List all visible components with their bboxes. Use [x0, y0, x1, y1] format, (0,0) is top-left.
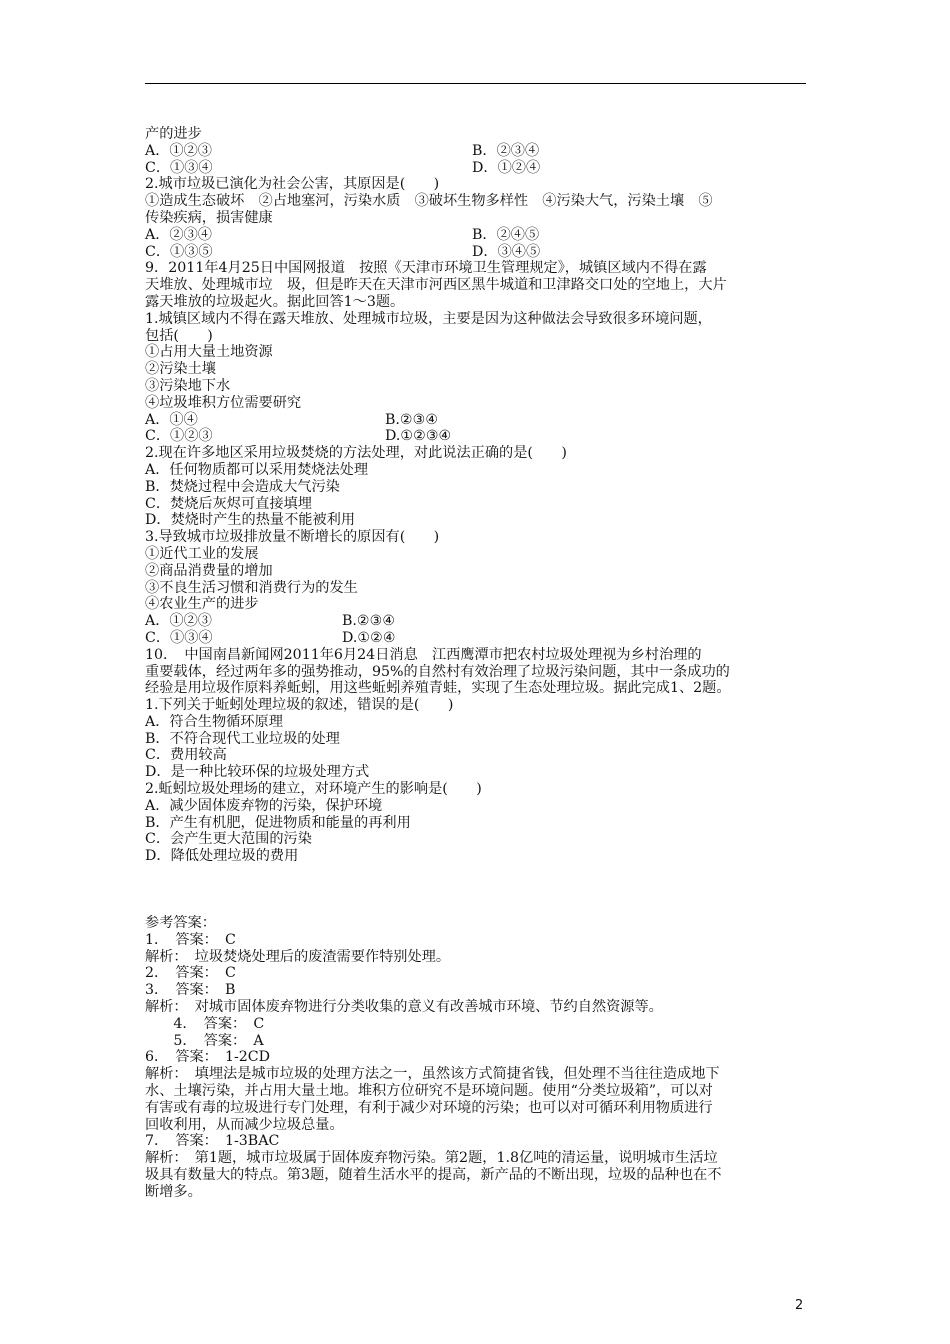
answer-line: 3． 答案： B: [145, 982, 236, 999]
option-row: [145, 412, 813, 429]
question-9-stem: 9．2011年4月25日中国网报道 按照《天津市环境卫生管理规定》，城镇区域内不得在露: [145, 260, 707, 277]
text-line: A．减少固体废弃物的污染，保护环境: [145, 797, 383, 814]
section-gap: [145, 865, 813, 915]
text-line: 传染疾病，损害健康: [145, 209, 273, 226]
answer-line: 水、土壤污染，并占用大量土地。堆积方位研究不是环境问题。使用“分类垃圾箱”，可以对: [145, 1083, 713, 1100]
option-c: C．①③⑤: [145, 243, 213, 260]
text-line: ①近代工业的发展: [145, 545, 259, 562]
text-line: ④农业生产的进步: [145, 596, 259, 613]
text-line: C．焚烧后灰烬可直接填埋: [145, 495, 312, 512]
option-row: [145, 428, 813, 445]
option-d: D.①②③④: [385, 428, 452, 445]
text-line: B．不符合现代工业垃圾的处理: [145, 730, 340, 747]
text-line: 2.现在许多地区采用垃圾焚烧的方法处理，对此说法正确的是( ): [145, 445, 567, 462]
option-row: [145, 227, 813, 244]
page-number: 2: [795, 1298, 804, 1313]
text-line: 2.蚯蚓垃圾处理场的建立，对环境产生的影响是( ): [145, 781, 482, 798]
option-b: B．②④⑤: [472, 226, 540, 243]
option-a: A．①②③: [145, 142, 212, 159]
option-d: D.①②④: [342, 629, 396, 646]
text-line: A．任何物质都可以采用焚烧法处理: [145, 461, 369, 478]
answer-line: 圾具有数量大的特点。第3题，随着生活水平的提高，新产品的不断出现，垃圾的品种也在不: [145, 1167, 722, 1184]
answer-line: 回收利用，从而减少垃圾总量。: [145, 1116, 344, 1133]
text-line: 重要载体，经过两年多的强势推动，95%的自然村有效治理了垃圾污染问题，其中一条成功的: [145, 663, 730, 680]
answer-line: 解析： 垃圾焚烧处理后的废渣需要作特别处理。: [145, 948, 451, 965]
text-line: 3.导致城市垃圾排放量不断增长的原因有( ): [145, 529, 440, 546]
text-line: ①占用大量土地资源: [145, 344, 273, 361]
option-row: [145, 160, 813, 177]
option-b: B．②③④: [472, 142, 540, 159]
answer-line: 7． 答案： 1-3BAC: [145, 1133, 280, 1150]
answer-line: 6． 答案： 1-2CD: [145, 1049, 271, 1066]
option-a: A．②③④: [145, 226, 212, 243]
text-line: D．是一种比较环保的垃圾处理方式: [145, 764, 370, 781]
option-c: C．①③④: [145, 629, 213, 646]
option-d: D．③④⑤: [472, 243, 541, 260]
text-line: 包括( ): [145, 327, 213, 344]
option-b: B.②③④: [342, 613, 396, 630]
option-d: D．①②④: [472, 159, 541, 176]
answer-line: 解析： 对城市固体废弃物进行分类收集的意义有改善城市环境、节约自然资源等。: [145, 999, 663, 1016]
text-line: D．焚烧时产生的热量不能被利用: [145, 512, 356, 529]
text-line: ③污染地下水: [145, 377, 231, 394]
text-line: 1.城镇区域内不得在露天堆放、处理城市垃圾，主要是因为这种做法会导致很多环境问题，: [145, 310, 712, 327]
answer-line: 5． 答案： A: [145, 1032, 264, 1049]
answer-line: 4． 答案： C: [145, 1015, 265, 1032]
text-line: ②商品消费量的增加: [145, 562, 273, 579]
text-line: 1.下列关于蚯蚓处理垃圾的叙述，错误的是( ): [145, 697, 454, 714]
text-line: A．符合生物循环原理: [145, 713, 283, 730]
text-line: 产的进步: [145, 126, 202, 142]
question-10-stem: 10． 中国南昌新闻网2011年6月24日消息 江西鹰潭市把农村垃圾处理视为乡村治理的: [145, 646, 702, 663]
text-line: D．降低处理垃圾的费用: [145, 848, 299, 865]
text-line: ③不良生活习惯和消费行为的发生: [145, 579, 358, 596]
text-line: C．会产生更大范围的污染: [145, 831, 312, 848]
answer-line: 解析： 填埋法是城市垃圾的处理方法之一，虽然该方式简捷省钱，但处理不当往往造成地下: [145, 1066, 720, 1083]
option-row: [145, 244, 813, 261]
option-b: B.②③④: [385, 411, 439, 428]
text-line: 天堆放、处理城市垃 圾，但是昨天在天津市河西区黑牛城道和卫津路交口处的空地上，大片: [145, 277, 727, 294]
option-row: [145, 613, 813, 630]
text-line: C．费用较高: [145, 747, 227, 764]
text-line: ④垃圾堆积方位需要研究: [145, 394, 302, 411]
answer-line: 1． 答案： C: [145, 931, 236, 948]
text-line: B．焚烧过程中会造成大气污染: [145, 478, 340, 495]
answer-line: 有害或有毒的垃圾进行专门处理，有利于减少对环境的污染；也可以对可循环利用物质进行: [145, 1099, 713, 1116]
answers-heading: 参考答案：: [145, 915, 216, 932]
answer-line: 2． 答案： C: [145, 965, 236, 982]
document-body: [145, 126, 813, 1201]
option-c: C．①③④: [145, 159, 213, 176]
option-c: C．①②③: [145, 428, 213, 445]
header-rule: [145, 83, 806, 84]
text-line: 露天堆放的垃圾起火。据此回答1～3题。: [145, 293, 405, 310]
text-line: ①造成生态破坏 ②占地塞河，污染水质 ③破坏生物多样性 ④污染大气，污染土壤 ⑤: [145, 193, 713, 210]
text-line: 2.城市垃圾已演化为社会公害，其原因是( ): [145, 176, 440, 193]
answer-line: 断增多。: [145, 1183, 202, 1200]
answer-line: 解析： 第1题，城市垃圾属于固体废弃物污染。第2题，1.8亿吨的清运量，说明城市生活垃: [145, 1150, 718, 1167]
option-a: A．①④: [145, 411, 198, 428]
text-line: B．产生有机肥，促进物质和能量的再利用: [145, 814, 411, 831]
text-line: 经验是用垃圾作原料养蚯蚓，用这些蚯蚓养殖青蛙，实现了生态处理垃圾。据此完成1、2题。: [145, 680, 731, 697]
text-line: ②污染土壤: [145, 361, 216, 378]
option-row: [145, 143, 813, 160]
option-a: A．①②③: [145, 613, 212, 630]
option-row: [145, 630, 813, 647]
